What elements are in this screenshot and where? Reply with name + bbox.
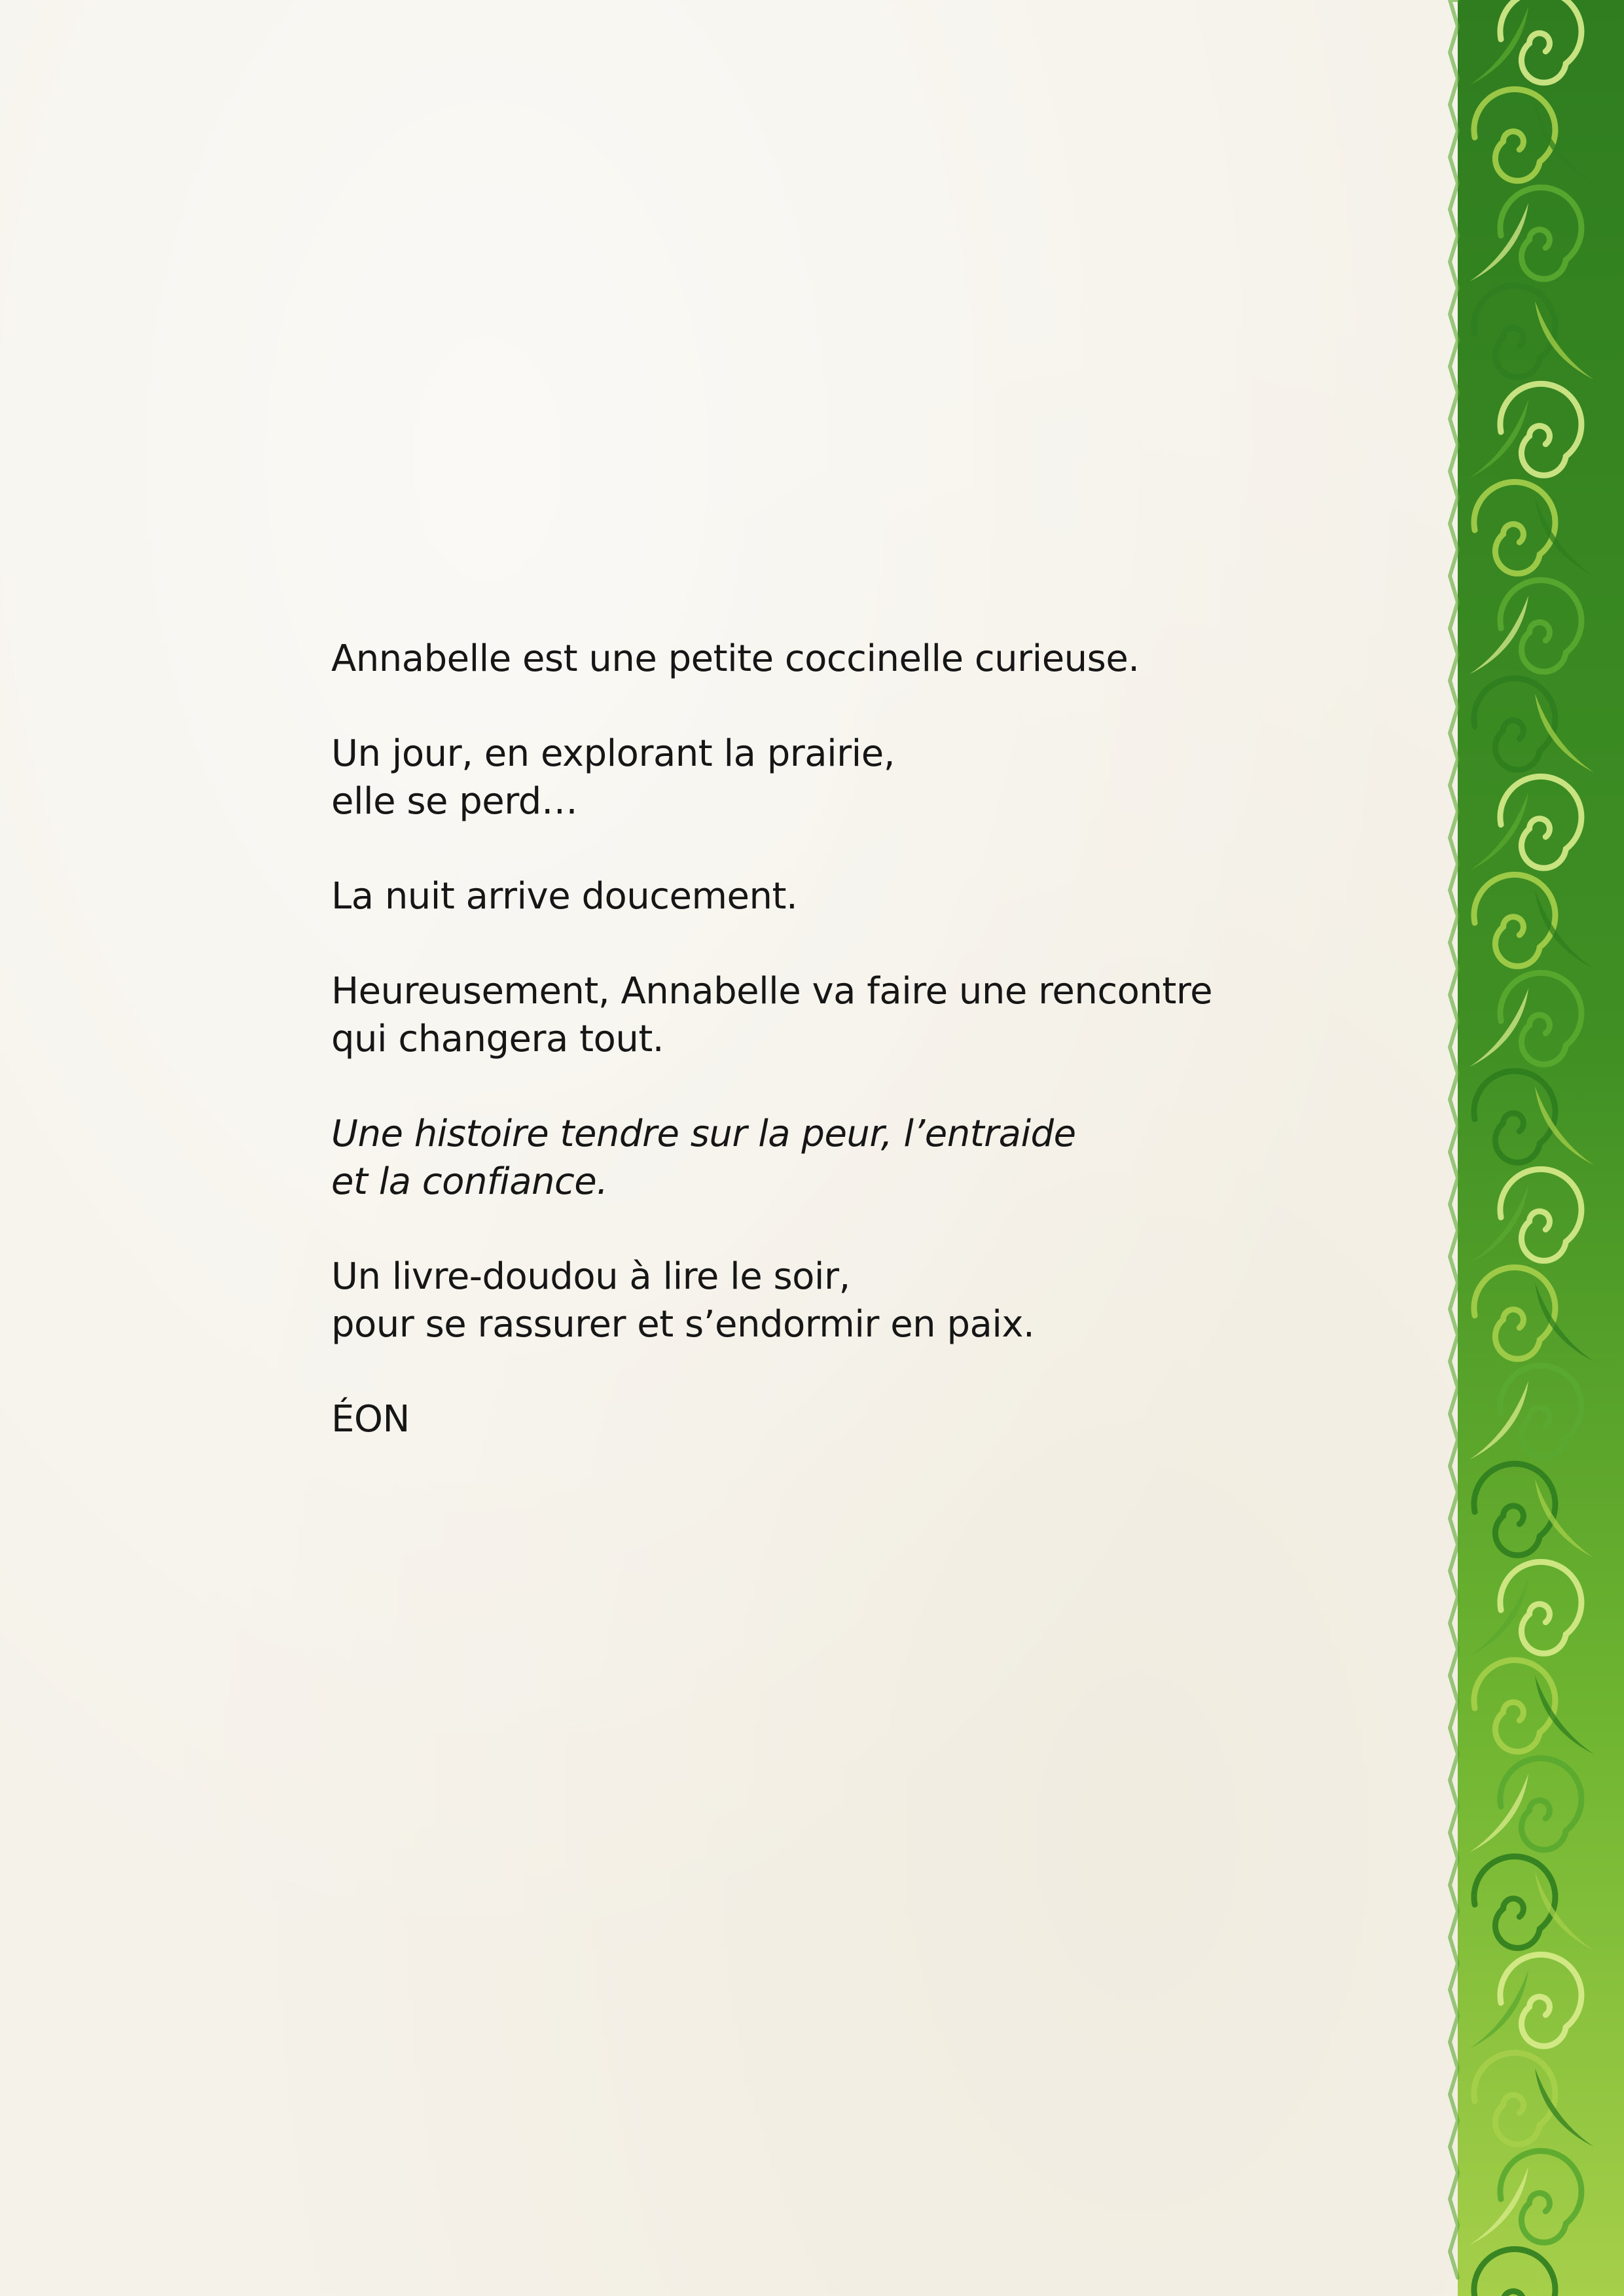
paragraph-tagline bbox=[331, 1110, 1352, 1206]
text-line: Heureusement, Annabelle va faire une rencontre bbox=[331, 970, 1213, 1013]
paragraph-bedtime bbox=[331, 1253, 1352, 1348]
text-line: Une histoire tendre sur la peur, l’entraide bbox=[331, 1113, 1076, 1155]
paragraph-encounter bbox=[331, 967, 1352, 1063]
text-line: Un jour, en explorant la prairie, bbox=[331, 732, 895, 775]
text-line: La nuit arrive doucement. bbox=[331, 875, 798, 918]
text-line: Annabelle est une petite coccinelle curieuse. bbox=[331, 637, 1140, 680]
paragraph-night bbox=[331, 872, 1352, 920]
author-name: ÉON bbox=[331, 1398, 410, 1441]
paragraph-intro bbox=[331, 635, 1352, 683]
text-line: pour se rassurer et s’endormir en paix. bbox=[331, 1303, 1035, 1346]
text-line: qui changera tout. bbox=[331, 1018, 664, 1060]
text-line: elle se perd… bbox=[331, 780, 578, 823]
vine-edge-fringe bbox=[1450, 0, 1458, 2278]
back-cover-text bbox=[331, 635, 1352, 1490]
text-line: Un livre-doudou à lire le soir, bbox=[331, 1255, 850, 1298]
paragraph-lost bbox=[331, 730, 1352, 825]
vine-border-decoration bbox=[1443, 0, 1624, 2296]
text-line: et la confiance. bbox=[331, 1160, 608, 1203]
